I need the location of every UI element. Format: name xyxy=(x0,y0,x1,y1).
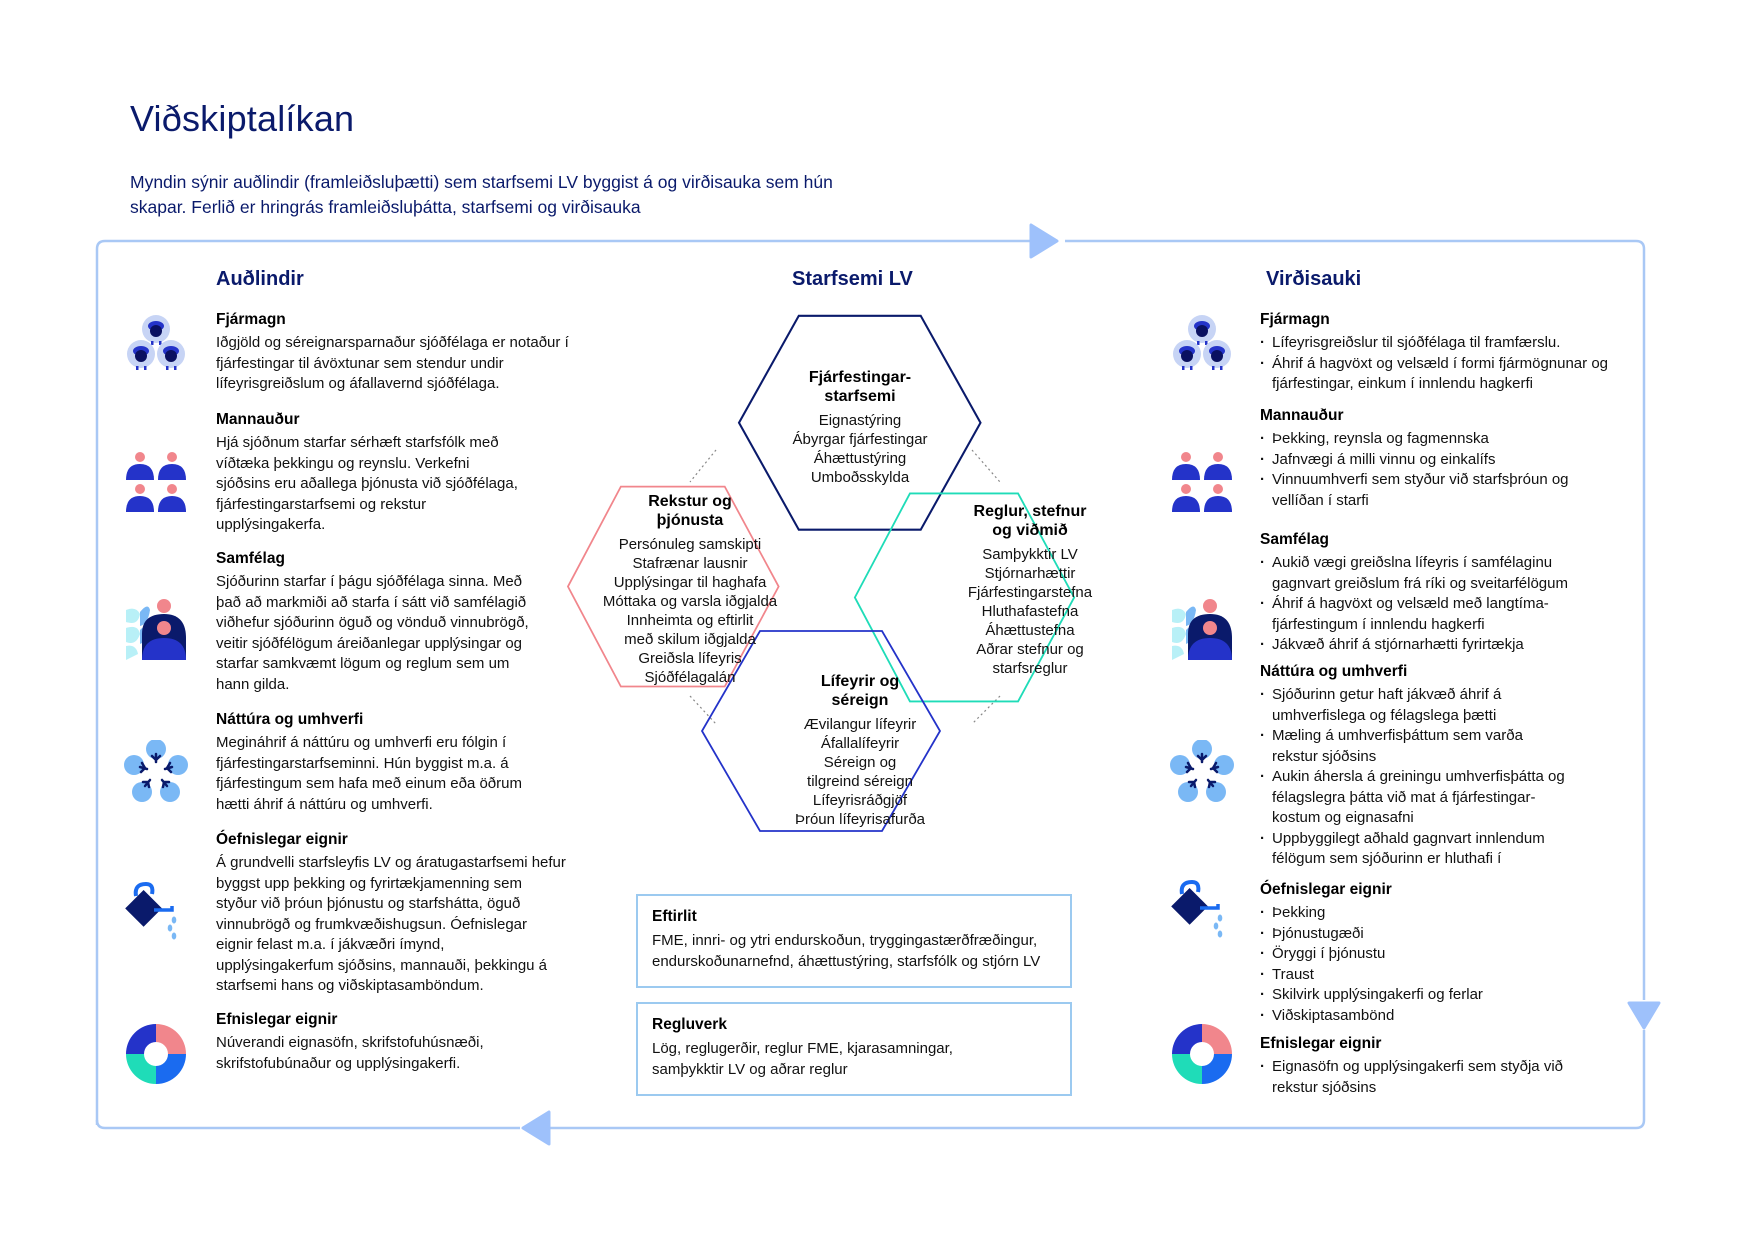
hex-line: Áfallalífeyrir xyxy=(820,735,900,752)
resource-title: Óefnislegar eignir xyxy=(216,831,348,848)
community-icon xyxy=(1170,598,1234,662)
resource-title: Samfélag xyxy=(216,550,285,567)
resource-text: Hjá sjóðnum starfar sérhæft starfsfólk með víðtæka þekkingu og reynslu. Verkefni sjóðsins eru aðallega þjónusta við sjóðfélaga, fjárfestingarstarfsemi og rekstur upplýsingakerfa. xyxy=(216,434,518,533)
value-bullets xyxy=(1260,903,1620,1026)
hex-line: Upplýsingar til haghafa xyxy=(613,574,767,591)
arrow-right-icon xyxy=(1031,225,1057,257)
value-bullet: · Mæling á umhverfisþáttum sem varða rekstur sjóðsins xyxy=(1260,726,1570,767)
value-bullet: · Áhrif á hagvöxt og velsæld með langtíma-fjárfestingum í innlendu hagkerfi xyxy=(1260,594,1590,635)
resource-item-mannaudur xyxy=(216,410,576,536)
hex-line: Áhættustefna xyxy=(985,622,1075,639)
hex-line: Lífeyrisráðgjöf xyxy=(812,792,908,809)
value-item-fjarmagn xyxy=(1260,310,1620,395)
hex-line: Ábyrgar fjárfestingar xyxy=(792,431,928,448)
hex-line: Fjárfestingarstefna xyxy=(967,584,1093,601)
value-title: Mannauður xyxy=(1260,407,1344,424)
hex-line: Umboðsskylda xyxy=(810,469,910,486)
value-bullet: · Þjónustugæði xyxy=(1260,924,1620,945)
value-bullet: · Öryggi í þjónustu xyxy=(1260,944,1620,965)
hex-title-line: Rekstur og xyxy=(648,493,732,510)
value-added-heading: Virðisauki xyxy=(1266,268,1362,290)
value-item-mannaudur xyxy=(1260,406,1620,511)
value-bullet: · Þekking, reynsla og fagmennska xyxy=(1260,429,1570,450)
value-bullets xyxy=(1260,553,1590,656)
hex-line: Innheimta og eftirlit xyxy=(626,612,754,629)
people-icon xyxy=(124,452,188,516)
watering-can-icon xyxy=(124,880,188,944)
value-item-samfelag xyxy=(1260,530,1620,656)
resource-text: Iðgjöld og séreignarsparnaður sjóðfélaga er notaður í fjárfestingar til ávöxtunar sem stendur undir lífeyrisgreiðslum og áfallavernd sjóðfélaga. xyxy=(216,334,569,392)
value-bullet: · Viðskiptasambönd xyxy=(1260,1006,1620,1027)
box-line: Lög, reglugerðir, reglur FME, kjarasamningar, xyxy=(652,1040,953,1057)
hex-line: Séreign og xyxy=(823,754,897,771)
value-title: Fjármagn xyxy=(1260,311,1330,328)
hex-line: Stafrænar lausnir xyxy=(632,555,748,572)
value-bullets xyxy=(1260,685,1570,870)
box-eftirlit xyxy=(636,894,1072,988)
page-title: Viðskiptalíkan xyxy=(130,98,355,139)
resource-text: Sjóðurinn starfar í þágu sjóðfélaga sinna. Með það að markmiði að starfa í sátt við samfélagið viðhefur sjóðurinn öguð og vönduð vinnubrögð, veitir sjóðfélögum áreiðanlegar upplýsingar og starfar samkvæmt lögum og reglum sem um hann gilda. xyxy=(216,573,529,693)
intro-text: Myndin sýnir auðlindir (framleiðsluþætti) sem starfsemi LV byggist á og virðisauka sem hún skapar. Ferlið er hringrás framleiðsluþátta, starfsemi og virðisauka xyxy=(130,172,833,217)
resource-text: Á grundvelli starfsleyfis LV og áratugastarfsemi hefur byggst upp þekking og fyrirtækjamenning sem styður við þróun þjónustu og starfshátta, öguð vinnubrögð og frumkvæðishugsun. Óefnislegar eignir felast m.a. í jákvæðri ímynd, upplýsingakerfum sjóðsins, mannauði, þekkingu á starfsemi hans og viðskiptasamböndum. xyxy=(216,854,566,994)
hex-line: Sjóðfélagalán xyxy=(644,669,736,686)
resource-title: Mannauður xyxy=(216,411,300,428)
resources-heading: Auðlindir xyxy=(216,268,304,290)
people-icon xyxy=(1170,452,1234,516)
resource-item-efnislegar xyxy=(216,1010,576,1074)
value-bullets xyxy=(1260,429,1570,511)
flower-icon xyxy=(124,740,188,804)
flower-icon xyxy=(1170,740,1234,804)
hex-line: tilgreind séreign xyxy=(807,773,913,790)
box-title: Eftirlit xyxy=(652,908,697,925)
hex-line: Aðrar stefnur og xyxy=(976,641,1084,658)
box-title: Regluverk xyxy=(652,1016,727,1033)
value-bullet: · Áhrif á hagvöxt og velsæld í formi fjármögnunar og fjárfestingar, einkum í innlendu hagkerfi xyxy=(1260,354,1620,395)
operations-heading: Starfsemi LV xyxy=(792,268,913,290)
value-bullets xyxy=(1260,1057,1590,1098)
watering-can-icon xyxy=(1170,878,1234,942)
resource-item-nattura xyxy=(216,710,576,815)
value-bullet: · Jafnvægi á milli vinnu og einkalífs xyxy=(1260,450,1570,471)
hex-line: Eignastýring xyxy=(818,412,902,429)
hex-lifeyrir xyxy=(740,672,980,829)
value-title: Náttúra og umhverfi xyxy=(1260,663,1408,680)
resource-title: Efnislegar eignir xyxy=(216,1011,338,1028)
hex-line: Móttaka og varsla iðgjalda xyxy=(602,593,778,610)
resource-title: Fjármagn xyxy=(216,311,286,328)
hex-rekstur xyxy=(570,492,810,687)
hex-fjarfestingar xyxy=(700,368,1020,487)
box-regluverk xyxy=(636,1002,1072,1096)
hex-title-line: Fjárfestingar- xyxy=(808,369,912,386)
value-bullet: · Þekking xyxy=(1260,903,1620,924)
hex-line: Samþykktir LV xyxy=(982,546,1078,563)
hex-title-line: Lífeyrir og xyxy=(820,673,900,690)
hex-line: með skilum iðgjalda xyxy=(624,631,756,648)
resource-item-fjarmagn xyxy=(216,310,576,395)
resource-item-oefnislegar xyxy=(216,830,576,997)
value-bullet: · Lífeyrisgreiðslur til sjóðfélaga til framfærslu. xyxy=(1260,333,1620,354)
value-bullet: · Aukin áhersla á greiningu umhverfisþátta og félagslegra þátta við mat á fjárfestingar-kostum og eignasafni xyxy=(1260,767,1570,829)
sheep-icon xyxy=(1170,312,1234,376)
hex-line: Ævilangur lífeyrir xyxy=(803,716,917,733)
hex-line: Hluthafastefna xyxy=(981,603,1079,620)
value-bullet: · Vinnuumhverfi sem styður við starfsþróun og vellíðan í starfi xyxy=(1260,470,1570,511)
value-title: Óefnislegar eignir xyxy=(1260,881,1392,898)
hex-title-line: Reglur, stefnur xyxy=(973,503,1087,520)
value-item-nattura xyxy=(1260,662,1620,870)
value-bullet: · Aukið vægi greiðslna lífeyris í samfélaginu gagnvart greiðslum frá ríki og sveitarfélögum xyxy=(1260,553,1590,594)
hex-line: Þróun lífeyrisafurða xyxy=(794,811,926,828)
hex-title-line: og viðmið xyxy=(992,522,1068,539)
arrow-left-icon xyxy=(523,1112,549,1144)
resource-title: Náttúra og umhverfi xyxy=(216,711,364,728)
value-title: Samfélag xyxy=(1260,531,1329,548)
hex-title-line: þjónusta xyxy=(656,512,724,529)
value-item-efnislegar xyxy=(1260,1034,1620,1098)
ring-chart-icon xyxy=(1170,1022,1234,1086)
value-title: Efnislegar eignir xyxy=(1260,1035,1382,1052)
resource-text: Núverandi eignasöfn, skrifstofuhúsnæði, skrifstofubúnaður og upplýsingakerfi. xyxy=(216,1034,484,1072)
value-bullet: · Sjóðurinn getur haft jákvæð áhrif á umhverfislega og félagslega þætti xyxy=(1260,685,1570,726)
value-bullet: · Jákvæð áhrif á stjórnarhætti fyrirtækja xyxy=(1260,635,1590,656)
box-line: endurskoðunarnefnd, áhættustýring, starfsfólk og stjórn LV xyxy=(652,953,1041,970)
hex-title-line: séreign xyxy=(831,692,889,709)
resource-text: Megináhrif á náttúru og umhverfi eru fólgin í fjárfestingarstarfseminni. Hún byggist m.a. á fjárfestingum sem hafa með einum eða öðrum hætti áhrif á náttúru og umhverfi. xyxy=(216,734,522,813)
arrow-down-icon xyxy=(1629,1003,1659,1028)
value-bullet: · Skilvirk upplýsingakerfi og ferlar xyxy=(1260,985,1620,1006)
value-bullets xyxy=(1260,333,1620,395)
sheep-icon xyxy=(124,312,188,376)
hex-line: Stjórnarhættir xyxy=(984,565,1076,582)
value-bullet: · Uppbyggilegt aðhald gagnvart innlendum félögum sem sjóðurinn er hluthafi í xyxy=(1260,829,1570,870)
value-item-oefnislegar xyxy=(1260,880,1620,1026)
hex-reglur xyxy=(910,502,1150,678)
hex-line: Áhættustýring xyxy=(813,450,907,467)
box-line: samþykktir LV og aðrar reglur xyxy=(652,1061,848,1078)
hex-line: starfsreglur xyxy=(992,660,1068,677)
resource-item-samfelag xyxy=(216,549,576,695)
frame-bottom-left xyxy=(97,1120,520,1128)
community-icon xyxy=(124,598,188,662)
hex-line: Persónuleg samskipti xyxy=(618,536,762,553)
hex-line: Greiðsla lífeyris xyxy=(638,650,742,667)
value-bullet: · Eignasöfn og upplýsingakerfi sem styðja við rekstur sjóðsins xyxy=(1260,1057,1590,1098)
hex-title-line: starfsemi xyxy=(824,388,896,405)
ring-chart-icon xyxy=(124,1022,188,1086)
box-line: FME, innri- og ytri endurskoðun, tryggingastærðfræðingur, xyxy=(652,932,1038,949)
connector-bottom-left xyxy=(690,696,716,724)
value-bullet: · Traust xyxy=(1260,965,1620,986)
